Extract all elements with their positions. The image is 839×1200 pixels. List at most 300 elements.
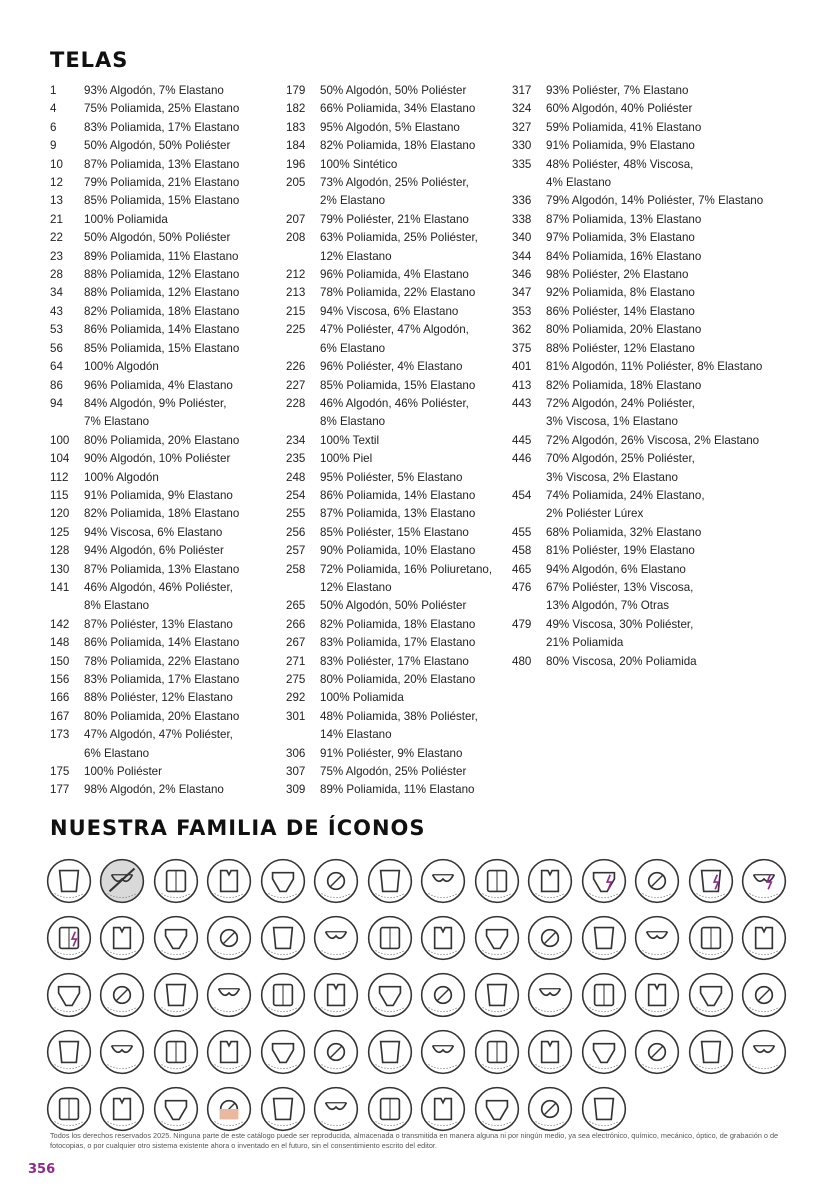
fabric-entry <box>512 432 763 450</box>
fabric-composition <box>84 248 238 266</box>
fabric-code: 271 <box>286 654 306 668</box>
fabric-composition-line: 46% Algodón, 46% Poliéster, <box>84 580 233 594</box>
fabric-entry <box>286 524 492 542</box>
bra-control-icon <box>96 1023 150 1080</box>
short-control-icon <box>310 909 364 966</box>
fabric-composition-line: 79% Poliéster, 21% Elastano <box>320 212 469 226</box>
fabric-code: 344 <box>512 249 532 263</box>
fabric-code: 183 <box>286 120 306 134</box>
fabric-composition <box>320 395 469 432</box>
fabric-composition-line: 87% Poliamida, 13% Elastano <box>320 507 476 521</box>
fabric-entry <box>286 469 492 487</box>
fabric-entry <box>50 229 239 247</box>
fabric-code: 327 <box>512 120 532 134</box>
round-neck-icon <box>256 966 310 1023</box>
fabric-composition <box>320 597 466 615</box>
feather-icon <box>684 966 738 1023</box>
fabric-composition <box>320 284 475 302</box>
fabric-entry <box>512 395 763 432</box>
fabric-composition-line: 81% Algodón, 11% Poliéster, 8% Elastano <box>546 360 763 374</box>
fabric-composition-line: 60% Algodón, 40% Poliéster <box>546 102 693 116</box>
fabric-code: 335 <box>512 157 532 171</box>
fabric-code: 10 <box>50 157 63 171</box>
fabric-composition-line: 12% Elastano <box>320 580 392 594</box>
fabric-entry <box>286 377 492 395</box>
fabric-code: 125 <box>50 525 70 539</box>
fabric-composition <box>320 561 492 598</box>
open-cup-bra-icon <box>256 852 310 909</box>
fabric-code: 173 <box>50 728 70 742</box>
fabric-composition <box>84 156 239 174</box>
fabric-composition <box>546 211 701 229</box>
fabric-composition <box>546 229 695 247</box>
fabric-entry <box>286 100 492 118</box>
neck-strap-icon <box>310 966 364 1023</box>
fabric-composition <box>320 708 478 745</box>
fabric-code: 28 <box>50 268 63 282</box>
fabric-entry <box>50 192 239 210</box>
fabric-code: 56 <box>50 341 63 355</box>
fabric-composition-line: 82% Poliamida, 18% Elastano <box>320 617 476 631</box>
fabric-code: 21 <box>50 212 63 226</box>
fabric-composition <box>320 505 475 523</box>
fabric-code: 309 <box>286 783 306 797</box>
fabric-composition-line: 48% Poliamida, 38% Poliéster, <box>320 709 478 723</box>
fabric-composition <box>320 82 466 100</box>
fabric-code: 22 <box>50 231 63 245</box>
fabric-entry <box>50 432 239 450</box>
fabric-composition-line: 66% Poliamida, 34% Elastano <box>320 102 476 116</box>
fabric-code: 175 <box>50 765 70 779</box>
waist-control-icon <box>738 1023 792 1080</box>
fabric-code: 347 <box>512 286 532 300</box>
fabric-code: 112 <box>50 470 69 484</box>
fabric-composition <box>84 561 239 579</box>
fabric-composition-line: 80% Poliamida, 20% Elastano <box>320 673 476 686</box>
fabric-composition <box>84 82 224 100</box>
fabric-code: 401 <box>512 360 532 374</box>
fabric-entry <box>286 708 492 745</box>
fabric-entry <box>286 616 492 634</box>
fabric-code: 120 <box>50 507 70 521</box>
wire-bra-icon <box>470 1023 524 1080</box>
fabric-entry <box>50 377 239 395</box>
fabric-code: 215 <box>286 304 306 318</box>
ring-icon <box>417 966 471 1023</box>
fabric-composition <box>320 469 462 487</box>
fabric-code: 53 <box>50 323 63 337</box>
fabric-entry <box>286 211 492 229</box>
tank-control-icon <box>203 852 257 909</box>
fabric-composition-line: 75% Algodón, 25% Poliéster <box>320 765 467 779</box>
fabric-composition <box>320 156 397 174</box>
fabric-composition-line: 97% Poliamida, 3% Elastano <box>546 231 695 245</box>
fabric-composition <box>546 450 695 487</box>
fabric-entry <box>512 616 763 653</box>
fabric-composition <box>546 137 695 155</box>
fine-bra-icon <box>417 1080 471 1137</box>
fabric-code: 177 <box>50 783 70 797</box>
fabric-entry <box>50 100 239 118</box>
wide-brief-icon <box>631 909 685 966</box>
fabric-composition-line: 85% Poliamida, 15% Elastano <box>320 378 476 392</box>
fabric-code: 340 <box>512 231 532 245</box>
fabric-composition <box>320 432 379 450</box>
fabric-composition-line: 93% Poliéster, 7% Elastano <box>546 84 689 97</box>
fabric-composition-line: 13% Algodón, 7% Otras <box>546 599 670 613</box>
fabric-composition-line: 89% Poliamida, 11% Elastano <box>84 249 239 263</box>
fabric-entry <box>286 229 492 266</box>
shoe-icon <box>203 1023 257 1080</box>
fabric-composition <box>84 137 230 155</box>
fabric-code: 13 <box>50 194 63 208</box>
fabric-entry <box>286 82 492 100</box>
adjustable-strap-icon <box>203 966 257 1023</box>
fabric-composition <box>546 284 695 302</box>
fabric-entry <box>512 211 763 229</box>
fabric-composition <box>546 395 695 432</box>
fabric-composition-line: 92% Poliamida, 8% Elastano <box>546 286 695 300</box>
fabric-composition-line: 73% Algodón, 25% Poliéster, <box>320 176 469 190</box>
fabric-entry <box>286 395 492 432</box>
fabric-composition-line: 3% Viscosa, 2% Elastano <box>546 470 678 484</box>
fabric-entry <box>50 82 239 100</box>
fabric-composition-line: 67% Poliéster, 13% Viscosa, <box>546 580 694 594</box>
fabric-composition <box>546 248 701 266</box>
fabric-code: 375 <box>512 341 532 355</box>
fabric-entry <box>50 211 239 229</box>
telas-title: TELAS <box>50 48 129 72</box>
fabric-entry <box>286 119 492 137</box>
fabric-composition-line: 70% Algodón, 25% Poliéster, <box>546 452 695 466</box>
fabric-composition-line: 63% Poliamida, 25% Poliéster, <box>320 231 478 245</box>
fabric-entry <box>50 616 239 634</box>
fabric-composition <box>84 653 239 671</box>
fabric-composition-line: 85% Poliamida, 15% Elastano <box>84 341 240 355</box>
fabric-composition-line: 12% Elastano <box>320 249 392 263</box>
fabric-composition-line: 88% Poliamida, 12% Elastano <box>84 268 240 282</box>
fabric-composition-line: 79% Algodón, 14% Poliéster, 7% Elastano <box>546 194 764 208</box>
fabric-entry <box>50 634 239 652</box>
leg-icon <box>256 1023 310 1080</box>
fabric-composition-line: 50% Algodón, 50% Poliéster <box>320 599 467 613</box>
fabric-entry <box>286 266 492 284</box>
fabric-composition <box>546 156 693 193</box>
fabric-composition <box>546 100 692 118</box>
fabric-composition-line: 83% Poliamida, 17% Elastano <box>84 120 240 134</box>
fabric-composition <box>320 487 475 505</box>
fabric-composition-line: 81% Poliéster, 19% Elastano <box>546 544 695 558</box>
fabric-composition-line: 2% Poliéster Lúrex <box>546 507 644 521</box>
fabric-composition-line: 100% Piel <box>320 452 373 466</box>
brief-control-icon <box>363 909 417 966</box>
fabric-composition-line: 95% Algodón, 5% Elastano <box>320 120 460 134</box>
camisole-icon <box>631 852 685 909</box>
fabric-entry <box>286 174 492 211</box>
fabric-entry <box>50 579 239 616</box>
fabric-code: 64 <box>50 360 63 374</box>
fabric-entry <box>512 653 763 671</box>
fabric-composition <box>84 377 233 395</box>
fabric-composition-line: 87% Poliamida, 13% Elastano <box>546 212 702 226</box>
fabric-composition-line: 85% Poliamida, 15% Elastano <box>84 194 240 208</box>
fabric-composition-line: 91% Poliamida, 9% Elastano <box>546 139 695 153</box>
shirt-icon <box>524 966 578 1023</box>
fabric-entry <box>50 487 239 505</box>
fabric-composition-line: 78% Poliamida, 22% Elastano <box>320 286 476 300</box>
fabric-code: 104 <box>50 452 70 466</box>
fabric-composition-line: 48% Poliéster, 48% Viscosa, <box>546 157 694 171</box>
fabric-composition <box>546 579 693 616</box>
fabric-code: 156 <box>50 673 70 686</box>
fabric-entry <box>50 671 239 689</box>
fabric-entry <box>512 156 763 193</box>
fabric-code: 179 <box>286 84 306 97</box>
fabric-composition <box>84 303 239 321</box>
fabric-composition-line: 3% Viscosa, 1% Elastano <box>546 415 678 429</box>
fabric-code: 34 <box>50 286 63 300</box>
fabric-composition <box>84 340 239 358</box>
fabric-column-3 <box>512 82 763 671</box>
fabric-entry <box>286 450 492 468</box>
fabric-composition-line: 79% Poliamida, 21% Elastano <box>84 176 240 190</box>
fabric-composition-line: 84% Algodón, 9% Poliéster, <box>84 396 227 410</box>
fabric-code: 4 <box>50 102 57 116</box>
fabric-composition-line: 94% Algodón, 6% Poliéster <box>84 544 224 558</box>
fabric-entry <box>512 119 763 137</box>
fabric-code: 254 <box>286 488 306 502</box>
fabric-code: 213 <box>286 286 306 300</box>
fabric-code: 338 <box>512 212 532 226</box>
fabric-entry <box>286 653 492 671</box>
shape-icon <box>738 966 792 1023</box>
fabric-entry <box>512 229 763 247</box>
fabric-entry <box>50 303 239 321</box>
cloud-icon <box>42 1023 96 1080</box>
fabric-code: 9 <box>50 139 57 153</box>
fabric-composition-line: 47% Algodón, 47% Poliéster, <box>84 728 233 742</box>
fabric-composition <box>320 763 466 781</box>
fabric-composition <box>320 634 475 652</box>
fabric-composition-line: 82% Poliamida, 18% Elastano <box>84 507 240 521</box>
fabric-entry <box>512 524 763 542</box>
fabric-composition <box>320 100 475 118</box>
fabric-code: 258 <box>286 562 306 576</box>
legging-control-icon <box>417 909 471 966</box>
fabric-code: 130 <box>50 562 70 576</box>
icon-grid <box>42 852 792 1137</box>
fabric-entry <box>50 340 239 358</box>
fabric-entry <box>512 82 763 100</box>
fabric-composition-line: 85% Poliéster, 15% Elastano <box>320 525 469 539</box>
fabric-composition-line: 100% Sintético <box>320 157 398 171</box>
fabric-code: 234 <box>286 433 306 447</box>
fabric-composition <box>320 671 475 689</box>
fabric-code: 207 <box>286 212 306 226</box>
spiral-icon <box>470 1080 524 1137</box>
fabric-entry <box>512 561 763 579</box>
fabric-entry <box>512 340 763 358</box>
fabric-code: 479 <box>512 617 532 631</box>
fabric-code: 317 <box>512 84 532 97</box>
fabric-composition <box>84 321 239 339</box>
fabric-composition-line: 2% Elastano <box>320 194 386 208</box>
fabric-entry <box>286 763 492 781</box>
fabric-column-2 <box>286 82 492 800</box>
short-control-icon <box>524 852 578 909</box>
long-leg-control-icon <box>524 909 578 966</box>
top-control-icon <box>470 966 524 1023</box>
fabric-composition <box>320 781 474 799</box>
fabric-composition <box>84 487 233 505</box>
fabric-composition-line: 96% Poliamida, 4% Elastano <box>84 378 233 392</box>
fabric-entry <box>286 284 492 302</box>
fabric-code: 336 <box>512 194 532 208</box>
fabric-entry <box>50 174 239 192</box>
fabric-entry <box>286 671 492 689</box>
fabric-entry <box>286 634 492 652</box>
stick-icon <box>363 1023 417 1080</box>
fabric-composition <box>546 303 695 321</box>
fabric-entry <box>50 524 239 542</box>
fabric-composition-line: 72% Poliamida, 16% Poliuretano, <box>320 562 493 576</box>
fabric-composition-line: 91% Poliéster, 9% Elastano <box>320 746 463 760</box>
fabric-composition <box>84 579 233 616</box>
fabric-composition-line: 91% Poliamida, 9% Elastano <box>84 488 233 502</box>
fabric-entry <box>50 137 239 155</box>
fabric-entry <box>50 505 239 523</box>
fabric-composition <box>84 100 239 118</box>
fabric-code: 228 <box>286 396 306 410</box>
fabric-code: 292 <box>286 691 306 705</box>
fabric-composition-line: 95% Poliéster, 5% Elastano <box>320 470 463 484</box>
fabric-composition-line: 8% Elastano <box>320 415 386 429</box>
fabric-composition-line: 87% Poliéster, 13% Elastano <box>84 617 233 631</box>
fabric-entry <box>50 284 239 302</box>
fabric-entry <box>50 763 239 781</box>
fabric-composition <box>546 82 688 100</box>
roll-icon <box>684 1023 738 1080</box>
double-fabric-icon <box>149 852 203 909</box>
drop-icon <box>577 966 631 1023</box>
bone-icon <box>149 1080 203 1137</box>
fabric-composition-line: 83% Poliéster, 17% Elastano <box>320 654 469 668</box>
fabric-code: 446 <box>512 452 532 466</box>
bra-icon <box>363 1080 417 1137</box>
fabric-composition <box>84 395 226 432</box>
fabric-entry <box>50 156 239 174</box>
cotton-100-icon <box>149 966 203 1023</box>
fabric-entry <box>50 653 239 671</box>
suit-icon <box>310 1080 364 1137</box>
fabric-entry <box>50 708 239 726</box>
fabric-entry <box>50 119 239 137</box>
fabric-composition <box>84 229 230 247</box>
arm-control-icon <box>631 966 685 1023</box>
fabric-code: 324 <box>512 102 532 116</box>
fabric-composition-line: 100% Poliamida <box>84 212 168 226</box>
fabric-composition <box>84 192 239 210</box>
fabric-composition-line: 75% Poliamida, 25% Elastano <box>84 102 240 116</box>
fabric-composition-line: 14% Elastano <box>320 728 392 742</box>
no-seams-icon <box>96 852 150 909</box>
fabric-composition <box>546 266 688 284</box>
fabric-composition <box>320 542 475 560</box>
fabric-entry <box>50 248 239 266</box>
fabric-composition <box>320 266 469 284</box>
long-leg-control-icon <box>470 909 524 966</box>
fabric-composition <box>546 340 695 358</box>
face-icon <box>310 1023 364 1080</box>
tshirt-icon <box>149 909 203 966</box>
fabric-composition <box>546 616 693 653</box>
fabric-composition-line: 80% Poliamida, 20% Elastano <box>546 323 702 337</box>
fabric-code: 445 <box>512 433 532 447</box>
lens-icon <box>577 1080 631 1137</box>
fabric-entry <box>286 432 492 450</box>
fabric-code: 346 <box>512 268 532 282</box>
fabric-composition <box>320 321 469 358</box>
fabric-composition-line: 100% Algodón <box>84 360 159 374</box>
fabric-composition-line: 82% Poliamida, 18% Elastano <box>320 139 476 153</box>
slim-icon <box>96 1080 150 1137</box>
fabric-code: 458 <box>512 544 532 558</box>
control-panel-icon <box>684 909 738 966</box>
fabric-entry <box>512 579 763 616</box>
fabric-composition-line: 78% Poliamida, 22% Elastano <box>84 654 240 668</box>
fabric-composition-line: 80% Poliamida, 20% Elastano <box>84 433 240 447</box>
fabric-composition <box>84 708 239 726</box>
fabric-code: 307 <box>286 765 306 779</box>
fabric-composition-line: 68% Poliamida, 32% Elastano <box>546 525 702 539</box>
fabric-code: 301 <box>286 709 306 723</box>
fabric-entry <box>50 469 239 487</box>
fabric-composition-line: 87% Poliamida, 13% Elastano <box>84 157 240 171</box>
fabric-composition <box>320 229 478 266</box>
fabric-composition <box>84 450 230 468</box>
fabric-entry <box>512 100 763 118</box>
shoes-icon <box>631 1023 685 1080</box>
fabric-composition-line: 94% Algodón, 6% Elastano <box>546 562 686 576</box>
fabric-composition-line: 8% Elastano <box>84 599 150 613</box>
fabric-composition <box>320 653 469 671</box>
fabric-composition-line: 50% Algodón, 50% Poliéster <box>84 231 231 245</box>
fabric-entry <box>286 561 492 598</box>
high-waist-control-icon <box>470 852 524 909</box>
fabric-composition <box>84 542 224 560</box>
icon-grid-empty-cell <box>738 1080 792 1137</box>
fabric-composition-line: 98% Poliéster, 2% Elastano <box>546 268 689 282</box>
fabric-code: 225 <box>286 323 306 337</box>
fabric-composition-line: 88% Poliéster, 12% Elastano <box>546 341 695 355</box>
fabric-entry <box>512 303 763 321</box>
fabric-entry <box>50 726 239 763</box>
fabric-composition-line: 72% Algodón, 24% Poliéster, <box>546 396 695 410</box>
bodysuit-highlight-icon <box>738 852 792 909</box>
fabric-entry <box>286 156 492 174</box>
fabric-composition-line: 46% Algodón, 46% Poliéster, <box>320 396 469 410</box>
fabric-code: 476 <box>512 580 532 594</box>
bodysuit-icon <box>96 909 150 966</box>
fabric-composition-line: 74% Poliamida, 24% Elastano, <box>546 488 705 502</box>
fabric-composition <box>84 781 224 799</box>
page-number: 356 <box>28 1162 56 1177</box>
fabric-code: 1 <box>50 84 57 97</box>
fabric-code: 94 <box>50 396 63 410</box>
fabric-entry <box>286 505 492 523</box>
fabric-composition <box>546 561 686 579</box>
fabric-code: 184 <box>286 139 306 153</box>
